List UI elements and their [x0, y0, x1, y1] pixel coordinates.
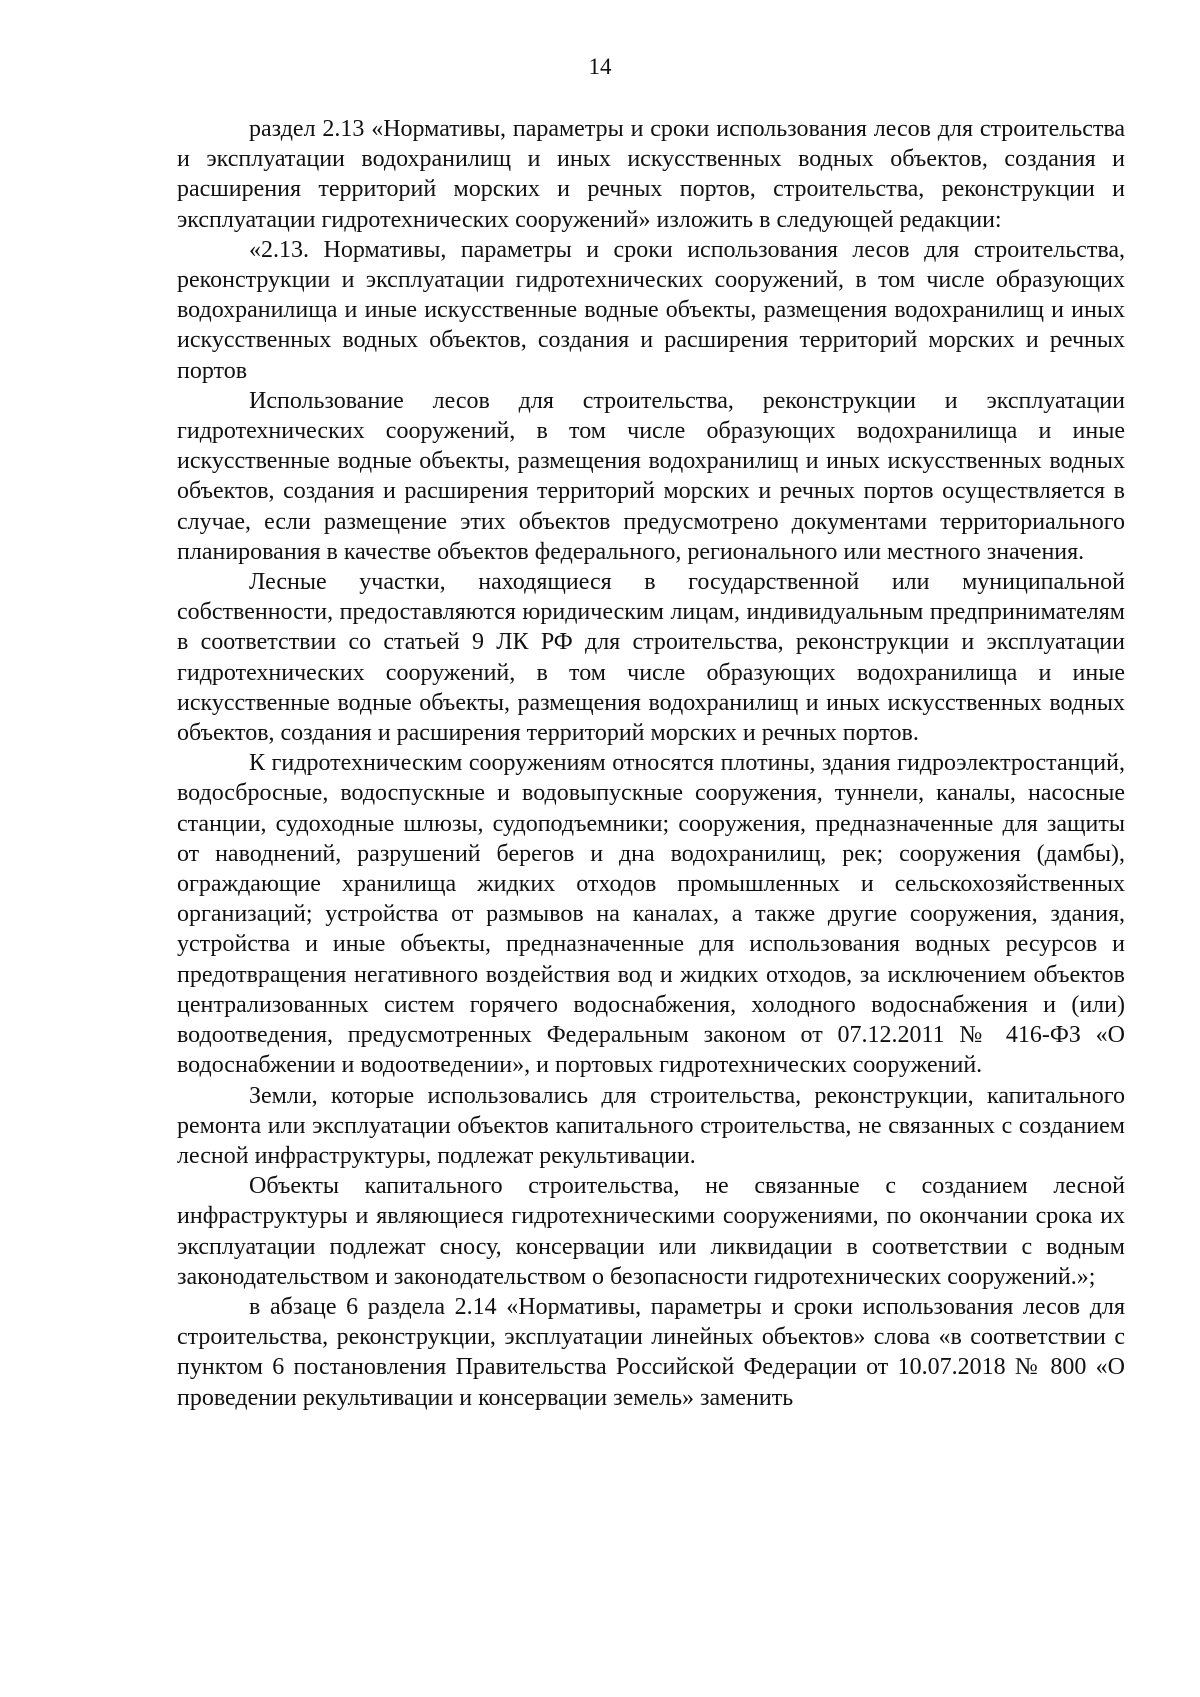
paragraph-forest-use-conditions: Использование лесов для строительства, реконструкции и эксплуатации гидротехнических сооружений, в том числе образующих водохранилища и иные искусственные водные объекты, размещения водохранилищ и иных искусственных водных объектов, создания и расширения территорий морских и речных портов осуществляется в случае, если размещение этих объектов предусмотрено документами территориального планирования в качестве объектов федерального, регионального или местного значения. — [177, 387, 1125, 565]
document-body — [177, 114, 1125, 1413]
paragraph-forest-plots-provision: Лесные участки, находящиеся в государственной или муниципальной собственности, предоставляются юридическим лицам, индивидуальным предпринимателям в соответствии со статьей 9 ЛК РФ для строительства, реконструкции и эксплуатации гидротехнических сооружений, в том числе образующих водохранилища и иные искусственные водные объекты, размещения водохранилищ и иных искусственных водных объектов, создания и расширения территорий морских и речных портов. — [177, 569, 1125, 747]
paragraph-section-2-14-amendment: в абзаце 6 раздела 2.14 «Нормативы, параметры и сроки использования лесов для строительства, реконструкции, эксплуатации линейных объектов» слова «в соответствии с пунктом 6 постановления Правительства Российской Федерации от 10.07.2018 № 800 «О проведении рекультивации и консервации земель» заменить — [177, 1293, 1125, 1411]
paragraph-section-2-13-intro: раздел 2.13 «Нормативы, параметры и сроки использования лесов для строительства и эксплуатации водохранилищ и иных искусственных водных объектов, создания и расширения территорий морских и речных портов, строительства, реконструкции и эксплуатации гидротехнических сооружений» изложить в следующей редакции: — [177, 116, 1125, 233]
paragraph-capital-objects-demolition: Объекты капитального строительства, не связанные с созданием лесной инфраструктуры и являющиеся гидротехническими сооружениями, по окончании срока их эксплуатации подлежат сносу, консервации или ликвидации в соответствии с водным законодательством и законодательством о безопасности гидротехнических сооружений.»; — [177, 1173, 1125, 1290]
paragraph-section-2-13-heading: «2.13. Нормативы, параметры и сроки использования лесов для строительства, реконструкции и эксплуатации гидротехнических сооружений, в том числе образующих водохранилища и иные искусственные водные объекты, размещения водохранилищ и иных искусственных водных объектов, создания и расширения территорий морских и речных портов — [177, 236, 1125, 384]
paragraph-land-recultivation: Земли, которые использовались для строительства, реконструкции, капитального ремонта или эксплуатации объектов капитального строительства, не связанных с созданием лесной инфраструктуры, подлежат рекультивации. — [177, 1082, 1125, 1169]
paragraph-hydraulic-structures-definition: К гидротехническим сооружениям относятся плотины, здания гидроэлектростанций, водосбросные, водоспускные и водовыпускные сооружения, туннели, каналы, насосные станции, судоходные шлюзы, судоподъемники; сооружения, предназначенные для защиты от наводнений, разрушений берегов и дна водохранилищ, рек; сооружения (дамбы), ограждающие хранилища жидких отходов промышленных и сельскохозяйственных организаций; устройства от размывов на каналах, а также другие сооружения, здания, устройства и иные объекты, предназначенные для использования водных ресурсов и предотвращения негативного воздействия вод и жидких отходов, за исключением объектов централизованных систем горячего водоснабжения, холодного водоснабжения и (или) водоотведения, предусмотренных Федеральным законом от 07.12.2011 № 416-ФЗ «О водоснабжении и водоотведении», и портовых гидротехнических сооружений. — [177, 750, 1125, 1079]
page-number: 14 — [588, 54, 612, 79]
